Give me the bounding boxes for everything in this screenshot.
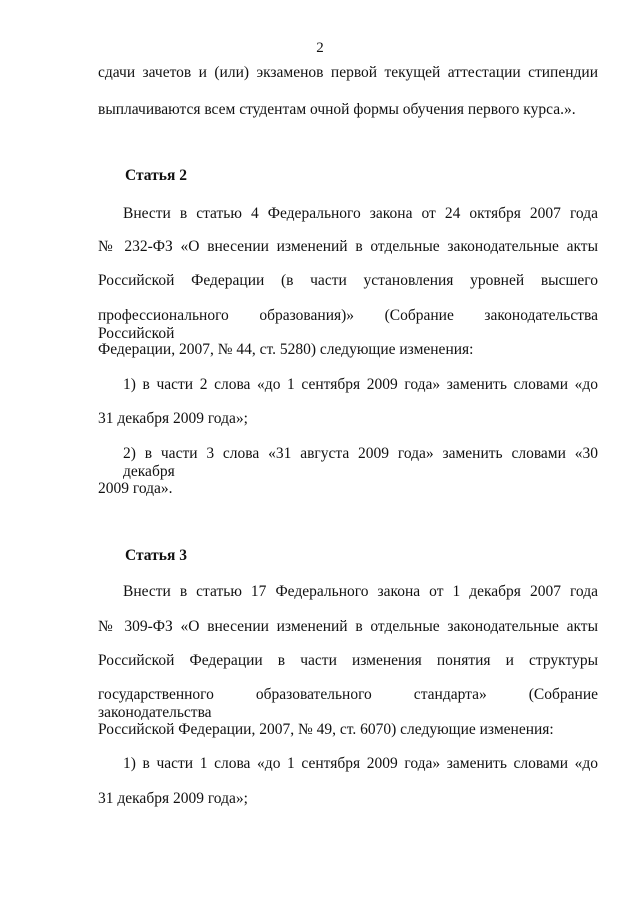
article-3-paragraph-line-5: Российской Федерации, 2007, № 49, ст. 6070) следующие изменения: xyxy=(98,721,554,738)
article-2-paragraph-line-3: Российской Федерации (в части установления уровней высшего xyxy=(98,272,598,289)
article-2-heading: Статья 2 xyxy=(125,167,187,184)
article-3-heading: Статья 3 xyxy=(125,547,187,564)
article-2-paragraph-line-4: профессионального образования)» (Собрание законодательства Российской xyxy=(98,307,598,342)
intro-line-1: сдачи зачетов и (или) экзаменов первой текущей аттестации стипендии xyxy=(98,64,598,81)
article-2-item-1-line-1: 1) в части 2 слова «до 1 сентября 2009 года» заменить словами «до xyxy=(123,376,598,393)
article-3-item-1-line-1: 1) в части 1 слова «до 1 сентября 2009 года» заменить словами «до xyxy=(123,755,598,772)
article-2-paragraph-line-5: Федерации, 2007, № 44, ст. 5280) следующие изменения: xyxy=(98,341,474,358)
article-2-item-2-line-2: 2009 года». xyxy=(98,480,173,497)
article-3-item-1-line-2: 31 декабря 2009 года»; xyxy=(98,790,248,807)
article-2-item-1-line-2: 31 декабря 2009 года»; xyxy=(98,410,248,427)
article-3-paragraph-line-4: государственного образовательного стандарта» (Собрание законодательства xyxy=(98,686,598,721)
page-number: 2 xyxy=(316,40,324,56)
intro-line-2: выплачиваются всем студентам очной формы обучения первого курса.». xyxy=(98,101,576,118)
article-3-paragraph-line-3: Российской Федерации в части изменения понятия и структуры xyxy=(98,652,598,669)
article-2-item-2-line-1: 2) в части 3 слова «31 августа 2009 года» заменить словами «30 декабря xyxy=(123,445,598,480)
article-2-paragraph-line-1: Внести в статью 4 Федерального закона от 24 октября 2007 года xyxy=(123,205,598,222)
article-2-paragraph-line-2: № 232-ФЗ «О внесении изменений в отдельные законодательные акты xyxy=(98,238,598,255)
article-3-paragraph-line-1: Внести в статью 17 Федерального закона от 1 декабря 2007 года xyxy=(123,583,598,600)
article-3-paragraph-line-2: № 309-ФЗ «О внесении изменений в отдельные законодательные акты xyxy=(98,618,598,635)
